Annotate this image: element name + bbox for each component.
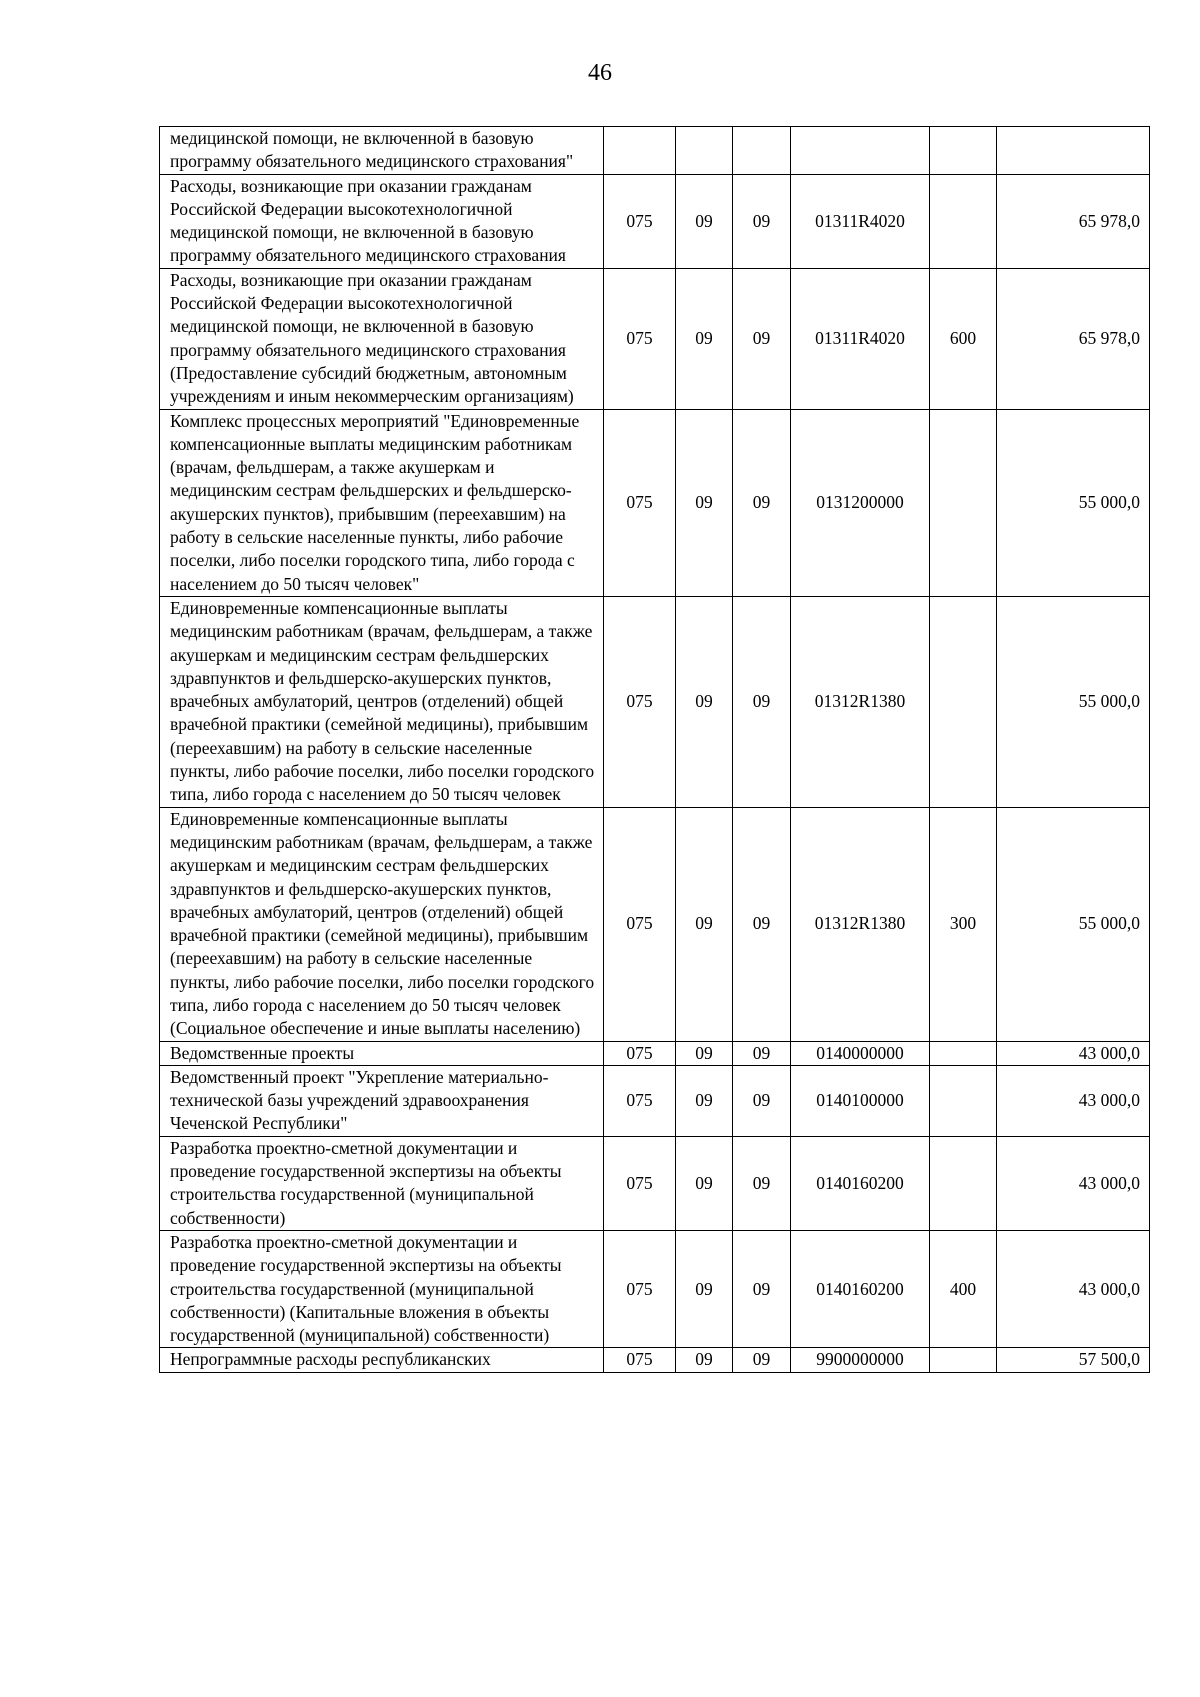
admin-code: 075 xyxy=(604,596,676,807)
admin-code: 075 xyxy=(604,807,676,1041)
expense-type-code xyxy=(930,1136,997,1230)
admin-code: 075 xyxy=(604,1348,676,1372)
amount: 55 000,0 xyxy=(997,596,1150,807)
expense-type-code xyxy=(930,1065,997,1136)
page-number: 46 xyxy=(588,60,612,86)
amount: 43 000,0 xyxy=(997,1136,1150,1230)
section-code: 09 xyxy=(676,1065,733,1136)
row-description: медицинской помощи, не включенной в базовую программу обязательного медицинского страхования" xyxy=(160,127,604,175)
expense-type-code xyxy=(930,127,997,175)
table-row xyxy=(160,127,1150,175)
amount: 43 000,0 xyxy=(997,1065,1150,1136)
admin-code: 075 xyxy=(604,268,676,409)
subsection-code xyxy=(733,127,791,175)
table-row xyxy=(160,1348,1150,1372)
admin-code xyxy=(604,127,676,175)
subsection-code: 09 xyxy=(733,1348,791,1372)
table-row xyxy=(160,409,1150,596)
expense-type-code xyxy=(930,1348,997,1372)
row-description: Разработка проектно-сметной документации и проведение государственной экспертизы на объекты строительства государственной (муниципальной собственности) xyxy=(160,1136,604,1230)
amount: 55 000,0 xyxy=(997,409,1150,596)
subsection-code: 09 xyxy=(733,174,791,268)
target-code: 9900000000 xyxy=(791,1348,930,1372)
row-description: Непрограммные расходы республиканских xyxy=(160,1348,604,1372)
row-description: Единовременные компенсационные выплаты медицинским работникам (врачам, фельдшерам, а также акушеркам и медицинским сестрам фельдшерских здравпунктов и фельдшерско-акушерских пунктов, врачебных амбулаторий, центров (отделений) общей врачебной практики (семейной медицины), прибывшим (переехавшим) на работу в сельские населенные пункты, либо рабочие поселки, либо поселки городского типа, либо города с населением до 50 тысяч человек (Социальное обеспечение и иные выплаты населению) xyxy=(160,807,604,1041)
row-description: Ведомственный проект "Укрепление материально-технической базы учреждений здравоохранения Чеченской Республики" xyxy=(160,1065,604,1136)
amount: 43 000,0 xyxy=(997,1041,1150,1065)
table-row xyxy=(160,268,1150,409)
expense-type-code: 400 xyxy=(930,1230,997,1347)
amount xyxy=(997,127,1150,175)
section-code: 09 xyxy=(676,174,733,268)
subsection-code: 09 xyxy=(733,1136,791,1230)
target-code: 0140160200 xyxy=(791,1136,930,1230)
amount: 65 978,0 xyxy=(997,174,1150,268)
subsection-code: 09 xyxy=(733,1065,791,1136)
section-code xyxy=(676,127,733,175)
table-row xyxy=(160,174,1150,268)
section-code: 09 xyxy=(676,1348,733,1372)
row-description: Ведомственные проекты xyxy=(160,1041,604,1065)
amount: 65 978,0 xyxy=(997,268,1150,409)
admin-code: 075 xyxy=(604,1041,676,1065)
budget-table xyxy=(159,126,1150,1373)
expense-type-code xyxy=(930,1041,997,1065)
amount: 55 000,0 xyxy=(997,807,1150,1041)
target-code: 0131200000 xyxy=(791,409,930,596)
expense-type-code xyxy=(930,596,997,807)
admin-code: 075 xyxy=(604,409,676,596)
section-code: 09 xyxy=(676,1136,733,1230)
target-code xyxy=(791,127,930,175)
subsection-code: 09 xyxy=(733,1230,791,1347)
subsection-code: 09 xyxy=(733,1041,791,1065)
target-code: 01312R1380 xyxy=(791,807,930,1041)
amount: 43 000,0 xyxy=(997,1230,1150,1347)
admin-code: 075 xyxy=(604,1136,676,1230)
subsection-code: 09 xyxy=(733,268,791,409)
row-description: Комплекс процессных мероприятий "Единовременные компенсационные выплаты медицинским работникам (врачам, фельдшерам, а также акушеркам и медицинским сестрам фельдшерских и фельдшерско-акушерских пунктов), прибывшим (переехавшим) на работу в сельские населенные пункты, либо рабочие поселки, либо поселки городского типа, либо города с населением до 50 тысяч человек" xyxy=(160,409,604,596)
section-code: 09 xyxy=(676,807,733,1041)
table-row xyxy=(160,1065,1150,1136)
section-code: 09 xyxy=(676,409,733,596)
target-code: 0140000000 xyxy=(791,1041,930,1065)
target-code: 01311R4020 xyxy=(791,268,930,409)
admin-code: 075 xyxy=(604,174,676,268)
target-code: 01312R1380 xyxy=(791,596,930,807)
section-code: 09 xyxy=(676,596,733,807)
table-row xyxy=(160,1041,1150,1065)
table-row xyxy=(160,807,1150,1041)
subsection-code: 09 xyxy=(733,807,791,1041)
row-description: Расходы, возникающие при оказании гражданам Российской Федерации высокотехнологичной медицинской помощи, не включенной в базовую программу обязательного медицинского страхования xyxy=(160,174,604,268)
expense-type-code xyxy=(930,174,997,268)
target-code: 0140100000 xyxy=(791,1065,930,1136)
section-code: 09 xyxy=(676,1230,733,1347)
table-row xyxy=(160,1136,1150,1230)
table-row xyxy=(160,596,1150,807)
amount: 57 500,0 xyxy=(997,1348,1150,1372)
row-description: Разработка проектно-сметной документации и проведение государственной экспертизы на объекты строительства государственной (муниципальной собственности) (Капитальные вложения в объекты государственной (муниципальной) собственности) xyxy=(160,1230,604,1347)
section-code: 09 xyxy=(676,268,733,409)
table-row xyxy=(160,1230,1150,1347)
target-code: 01311R4020 xyxy=(791,174,930,268)
section-code: 09 xyxy=(676,1041,733,1065)
expense-type-code: 600 xyxy=(930,268,997,409)
target-code: 0140160200 xyxy=(791,1230,930,1347)
expense-type-code xyxy=(930,409,997,596)
row-description: Расходы, возникающие при оказании гражданам Российской Федерации высокотехнологичной медицинской помощи, не включенной в базовую программу обязательного медицинского страхования (Предоставление субсидий бюджетным, автономным учреждениям и иным некоммерческим организациям) xyxy=(160,268,604,409)
admin-code: 075 xyxy=(604,1230,676,1347)
subsection-code: 09 xyxy=(733,409,791,596)
subsection-code: 09 xyxy=(733,596,791,807)
admin-code: 075 xyxy=(604,1065,676,1136)
expense-type-code: 300 xyxy=(930,807,997,1041)
row-description: Единовременные компенсационные выплаты медицинским работникам (врачам, фельдшерам, а также акушеркам и медицинским сестрам фельдшерских здравпунктов и фельдшерско-акушерских пунктов, врачебных амбулаторий, центров (отделений) общей врачебной практики (семейной медицины), прибывшим (переехавшим) на работу в сельские населенные пункты, либо рабочие поселки, либо поселки городского типа, либо города с населением до 50 тысяч человек xyxy=(160,596,604,807)
